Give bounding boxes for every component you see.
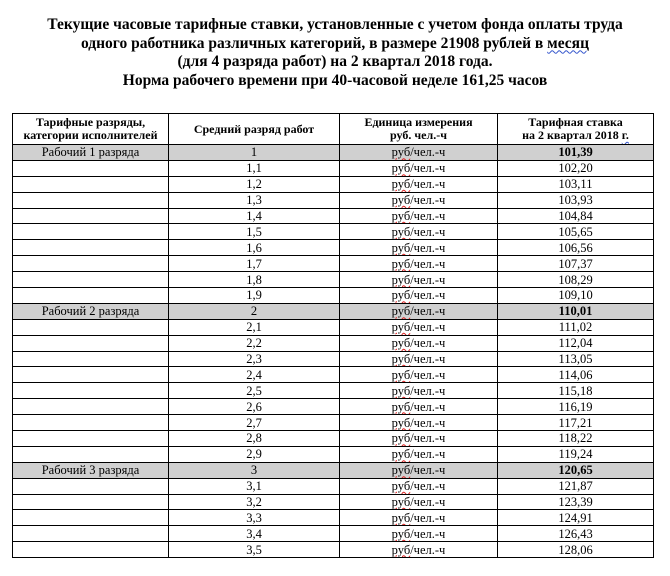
- row-unit-rub: руб: [391, 352, 411, 367]
- table-row: [13, 288, 654, 304]
- row-category: [13, 176, 169, 192]
- table-row: [13, 542, 654, 558]
- row-unit: [340, 462, 498, 478]
- row-rate: 107,37: [498, 256, 654, 272]
- row-unit: [340, 256, 498, 272]
- row-rate: 123,39: [498, 494, 654, 510]
- row-average-grade: 3,2: [169, 494, 340, 510]
- row-unit-rub: руб: [391, 193, 411, 208]
- row-rate: 103,93: [498, 192, 654, 208]
- row-category: [13, 256, 169, 272]
- row-rate: 126,43: [498, 526, 654, 542]
- row-category: [13, 431, 169, 447]
- row-rate: 112,04: [498, 335, 654, 351]
- row-rate: 116,19: [498, 399, 654, 415]
- row-average-grade: 1,4: [169, 208, 340, 224]
- row-average-grade: 2,4: [169, 367, 340, 383]
- row-category: [13, 319, 169, 335]
- row-category: [13, 192, 169, 208]
- row-category: [13, 288, 169, 304]
- table-row: [13, 303, 654, 319]
- table-row: [13, 208, 654, 224]
- row-unit-rub: руб: [391, 288, 411, 303]
- row-unit-rub: руб: [391, 256, 411, 271]
- row-category: [13, 383, 169, 399]
- row-unit: [340, 446, 498, 462]
- row-category: [13, 415, 169, 431]
- row-category: Рабочий 3 разряда: [13, 462, 169, 478]
- row-rate: 103,11: [498, 176, 654, 192]
- table-row: [13, 145, 654, 161]
- row-unit-rest: /чел.-ч: [410, 209, 446, 223]
- row-average-grade: 2,3: [169, 351, 340, 367]
- table-row: [13, 335, 654, 351]
- row-unit-rub: руб: [391, 224, 411, 239]
- row-average-grade: 2,2: [169, 335, 340, 351]
- row-unit-rub: руб: [391, 431, 411, 446]
- row-rate: 106,56: [498, 240, 654, 256]
- table-row: [13, 367, 654, 383]
- row-unit-rest: /чел.-ч: [410, 256, 446, 271]
- row-unit: [340, 288, 498, 304]
- title-line-2: [0, 35, 670, 54]
- row-unit-rub: руб: [391, 320, 411, 335]
- row-unit: [340, 526, 498, 542]
- row-unit-rub: руб: [391, 145, 411, 160]
- row-unit-rest: /чел.-ч: [410, 145, 446, 160]
- row-average-grade: 2,7: [169, 415, 340, 431]
- table-body: [13, 145, 654, 558]
- row-category: [13, 494, 169, 510]
- row-average-grade: 3: [169, 462, 340, 478]
- row-average-grade: 2: [169, 303, 340, 319]
- row-unit-rub: руб: [391, 304, 411, 319]
- header-rate: [498, 114, 654, 145]
- row-category: [13, 335, 169, 351]
- row-rate: 117,21: [498, 415, 654, 431]
- title-line-4: Норма рабочего времени при 40-часовой неделе 161,25 часов: [122, 71, 548, 89]
- row-unit-rest: /чел.-ч: [410, 495, 446, 510]
- row-category: [13, 208, 169, 224]
- table-header-row: [13, 114, 654, 145]
- row-unit: [340, 224, 498, 240]
- row-rate: 113,05: [498, 351, 654, 367]
- table-row: [13, 383, 654, 399]
- row-unit: [340, 145, 498, 161]
- table-row: [13, 526, 654, 542]
- row-unit-rub: руб: [391, 495, 411, 510]
- row-average-grade: 1,5: [169, 224, 340, 240]
- row-unit-rest: /чел.-ч: [410, 320, 446, 335]
- row-rate: 109,10: [498, 288, 654, 304]
- row-category: [13, 478, 169, 494]
- table-row: [13, 462, 654, 478]
- row-unit-rest: /чел.-ч: [410, 224, 446, 239]
- row-category: [13, 272, 169, 288]
- header-rate-line-1: Тарифная ставка: [528, 115, 623, 129]
- row-unit-rest: /чел.-ч: [410, 463, 446, 478]
- title-line-2-month: месяц: [547, 34, 589, 52]
- row-unit-rest: /чел.-ч: [410, 193, 446, 208]
- table-row: [13, 256, 654, 272]
- row-unit-rub: руб: [391, 479, 411, 494]
- row-unit: [340, 319, 498, 335]
- row-rate: 114,06: [498, 367, 654, 383]
- table-row: [13, 431, 654, 447]
- title-line-1: Текущие часовые тарифные ставки, установленные с учетом фонда оплаты труда: [47, 16, 623, 33]
- row-rate: 120,65: [498, 462, 654, 478]
- row-unit-rub: руб: [391, 240, 411, 255]
- row-unit-rest: /чел.-ч: [410, 367, 446, 382]
- row-rate: 121,87: [498, 478, 654, 494]
- row-unit-rest: /чел.-ч: [410, 383, 446, 398]
- row-average-grade: 2,9: [169, 446, 340, 462]
- row-rate: 108,29: [498, 272, 654, 288]
- row-average-grade: 3,4: [169, 526, 340, 542]
- row-unit: [340, 510, 498, 526]
- row-unit-rest: /чел.-ч: [410, 288, 446, 303]
- row-average-grade: 2,5: [169, 383, 340, 399]
- row-category: [13, 526, 169, 542]
- row-unit-rest: /чел.-ч: [410, 399, 446, 414]
- row-unit: [340, 176, 498, 192]
- row-rate: 105,65: [498, 224, 654, 240]
- row-unit-rest: /чел.-ч: [410, 415, 446, 430]
- row-average-grade: 2,1: [169, 319, 340, 335]
- table-row: [13, 351, 654, 367]
- row-rate: 128,06: [498, 542, 654, 558]
- row-unit: [340, 494, 498, 510]
- table-row: [13, 510, 654, 526]
- row-category: [13, 446, 169, 462]
- row-unit-rest: /чел.-ч: [410, 352, 446, 367]
- table-row: [13, 415, 654, 431]
- header-average-grade: Средний разряд работ: [169, 114, 340, 145]
- row-average-grade: 2,6: [169, 399, 340, 415]
- row-category: [13, 399, 169, 415]
- row-unit: [340, 272, 498, 288]
- row-unit: [340, 383, 498, 399]
- table-row: [13, 160, 654, 176]
- row-category: [13, 160, 169, 176]
- header-rate-year-abbr: г.: [621, 128, 629, 142]
- row-average-grade: 1,3: [169, 192, 340, 208]
- table-row: [13, 478, 654, 494]
- table-row: [13, 319, 654, 335]
- row-rate: 115,18: [498, 383, 654, 399]
- row-unit-rub: руб: [391, 161, 411, 176]
- row-unit-rub: руб: [391, 526, 411, 541]
- title-line-3: (для 4 разряда работ) на 2 квартал 2018 года.: [177, 53, 493, 70]
- row-unit: [340, 208, 498, 224]
- row-unit: [340, 399, 498, 415]
- row-unit: [340, 542, 498, 558]
- row-unit: [340, 478, 498, 494]
- row-rate: 111,02: [498, 319, 654, 335]
- table-row: [13, 192, 654, 208]
- row-unit: [340, 160, 498, 176]
- row-unit-rub: руб: [391, 177, 411, 192]
- row-unit-rub: руб: [391, 383, 411, 398]
- row-unit-rest: /чел.-ч: [410, 447, 446, 462]
- row-unit-rub: руб: [391, 542, 411, 557]
- row-average-grade: 1: [169, 145, 340, 161]
- table-row: [13, 176, 654, 192]
- row-rate: 102,20: [498, 160, 654, 176]
- row-category: [13, 367, 169, 383]
- row-average-grade: 2,8: [169, 431, 340, 447]
- table-row: [13, 272, 654, 288]
- row-average-grade: 3,5: [169, 542, 340, 558]
- row-unit: [340, 431, 498, 447]
- row-category: [13, 510, 169, 526]
- row-average-grade: 3,3: [169, 510, 340, 526]
- row-average-grade: 1,6: [169, 240, 340, 256]
- table-row: [13, 240, 654, 256]
- row-unit: [340, 303, 498, 319]
- row-unit-rest: /чел.-ч: [410, 431, 446, 446]
- row-unit-rest: /чел.-ч: [410, 177, 446, 192]
- row-unit: [340, 415, 498, 431]
- row-rate: 118,22: [498, 431, 654, 447]
- row-category: Рабочий 1 разряда: [13, 145, 169, 161]
- row-rate: 124,91: [498, 510, 654, 526]
- header-rate-line-2: [498, 129, 653, 142]
- row-category: [13, 542, 169, 558]
- row-unit-rest: /чел.-ч: [410, 542, 446, 557]
- row-unit-rub: руб: [391, 399, 411, 414]
- row-average-grade: 1,8: [169, 272, 340, 288]
- row-rate: 101,39: [498, 145, 654, 161]
- row-unit-rest: /чел.-ч: [410, 336, 446, 351]
- header-category: Тарифные разряды, категории исполнителей: [13, 114, 169, 145]
- table-row: [13, 399, 654, 415]
- row-unit-rub: руб: [391, 510, 411, 525]
- row-unit: [340, 351, 498, 367]
- row-unit-rub: руб: [391, 272, 411, 287]
- table-row: [13, 224, 654, 240]
- table-row: [13, 446, 654, 462]
- row-rate: 119,24: [498, 446, 654, 462]
- row-unit-rub: руб: [391, 367, 411, 382]
- row-average-grade: 1,1: [169, 160, 340, 176]
- title-line-2-text: одного работника различных категорий, в размере 21908 рублей в: [80, 34, 548, 52]
- row-unit-rest: /чел.-ч: [410, 161, 446, 176]
- row-unit-rub: руб: [391, 336, 411, 351]
- document-title: [0, 16, 670, 90]
- row-unit-rub: руб: [391, 447, 411, 462]
- header-unit: [340, 114, 498, 145]
- row-average-grade: 1,7: [169, 256, 340, 272]
- row-unit-rest: /чел.-ч: [410, 304, 446, 319]
- row-category: [13, 240, 169, 256]
- tariff-table: [12, 113, 654, 558]
- row-unit: [340, 335, 498, 351]
- row-category: [13, 351, 169, 367]
- row-category: [13, 224, 169, 240]
- row-unit: [340, 367, 498, 383]
- row-average-grade: 1,2: [169, 176, 340, 192]
- row-unit-rest: /чел.-ч: [410, 240, 446, 255]
- row-average-grade: 1,9: [169, 288, 340, 304]
- table-row: [13, 494, 654, 510]
- row-unit-rub: руб: [391, 415, 411, 430]
- row-unit-rest: /чел.-ч: [410, 526, 446, 541]
- row-unit-rest: /чел.-ч: [410, 272, 446, 287]
- header-unit-line-2: руб. чел.-ч: [390, 128, 447, 142]
- row-average-grade: 3,1: [169, 478, 340, 494]
- row-unit-rub: руб: [391, 463, 411, 478]
- row-unit: [340, 192, 498, 208]
- header-rate-period: на 2 квартал 2018: [522, 128, 622, 142]
- row-category: Рабочий 2 разряда: [13, 303, 169, 319]
- row-unit-rest: /чел.-ч: [410, 479, 446, 494]
- row-unit-rub: руб: [391, 209, 411, 223]
- row-unit-rest: /чел.-ч: [410, 510, 446, 525]
- row-rate: 110,01: [498, 303, 654, 319]
- row-unit: [340, 240, 498, 256]
- row-rate: 104,84: [498, 208, 654, 224]
- header-unit-line-1: Единица измерения: [364, 115, 473, 129]
